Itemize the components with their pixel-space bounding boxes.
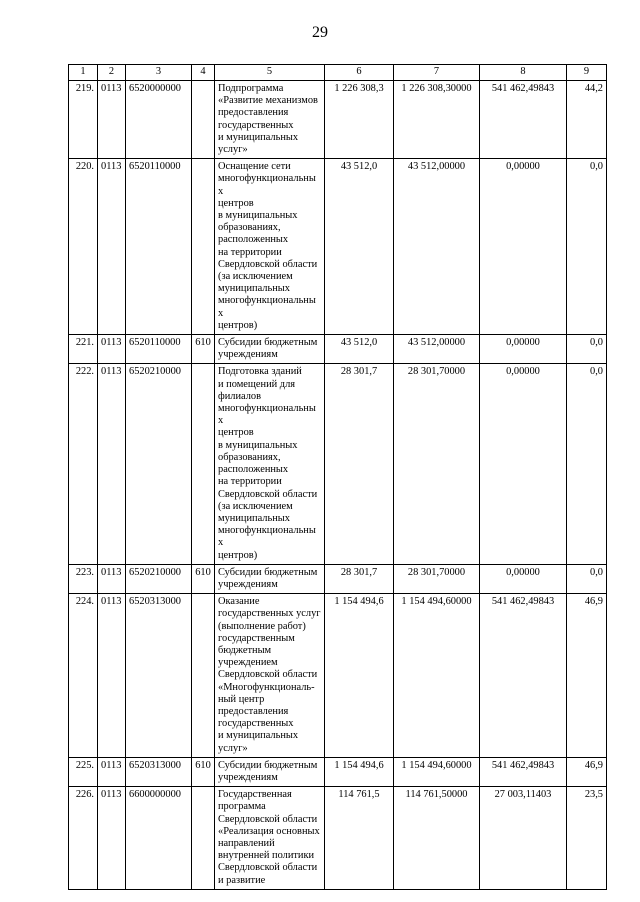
percent-value: 0,0: [567, 564, 607, 593]
amount-col7: 28 301,70000: [394, 364, 480, 564]
amount-col6: 114 761,5: [325, 787, 394, 890]
item-name: Оказание государственных услуг (выполнение работ) государственным бюджетным учреждением Свердловской области «Многофункциональ- ный центр предоставления государственных и муниципальных услуг»: [215, 594, 325, 758]
target-article-code: 6520210000: [126, 364, 192, 564]
amount-col7: 1 154 494,60000: [394, 757, 480, 786]
item-name: Субсидии бюджетным учреждениям: [215, 757, 325, 786]
column-header: 5: [215, 65, 325, 81]
amount-col7: 1 154 494,60000: [394, 594, 480, 758]
amount-col8: 0,00000: [480, 335, 567, 364]
expense-type-code: [192, 159, 215, 335]
column-header: 3: [126, 65, 192, 81]
amount-col6: 1 226 308,3: [325, 81, 394, 159]
percent-value: 0,0: [567, 159, 607, 335]
percent-value: 44,2: [567, 81, 607, 159]
amount-col8: 541 462,49843: [480, 594, 567, 758]
expense-type-code: [192, 594, 215, 758]
table-row: [69, 564, 607, 593]
expense-type-code: [192, 787, 215, 890]
target-article-code: 6520000000: [126, 81, 192, 159]
item-name: Подготовка зданий и помещений для филиалов многофункциональных центров в муниципальных образованиях, расположенных на территории Свердловской области (за исключением муниципальных многофункциональных центров): [215, 364, 325, 564]
row-number: 226.: [69, 787, 98, 890]
row-number: 223.: [69, 564, 98, 593]
table-row: [69, 81, 607, 159]
column-header: 8: [480, 65, 567, 81]
expense-type-code: 610: [192, 335, 215, 364]
column-header: 1: [69, 65, 98, 81]
table-row: [69, 159, 607, 335]
section-code: 0113: [98, 564, 126, 593]
budget-table: [68, 64, 607, 890]
table-row: [69, 335, 607, 364]
amount-col7: 1 226 308,30000: [394, 81, 480, 159]
amount-col8: 0,00000: [480, 159, 567, 335]
item-name: Государственная программа Свердловской области «Реализация основных направлений внутренней политики Свердловской области и развитие: [215, 787, 325, 890]
table-row: [69, 364, 607, 564]
expense-type-code: [192, 81, 215, 159]
target-article-code: 6520110000: [126, 335, 192, 364]
section-code: 0113: [98, 787, 126, 890]
target-article-code: 6520313000: [126, 757, 192, 786]
expense-type-code: 610: [192, 757, 215, 786]
amount-col6: 1 154 494,6: [325, 757, 394, 786]
amount-col7: 28 301,70000: [394, 564, 480, 593]
row-number: 222.: [69, 364, 98, 564]
amount-col8: 27 003,11403: [480, 787, 567, 890]
amount-col8: 0,00000: [480, 364, 567, 564]
amount-col7: 114 761,50000: [394, 787, 480, 890]
row-number: 224.: [69, 594, 98, 758]
amount-col7: 43 512,00000: [394, 335, 480, 364]
section-code: 0113: [98, 159, 126, 335]
amount-col7: 43 512,00000: [394, 159, 480, 335]
amount-col8: 0,00000: [480, 564, 567, 593]
column-header: 2: [98, 65, 126, 81]
item-name: Подпрограмма «Развитие механизмов предоставления государственных и муниципальных услуг»: [215, 81, 325, 159]
header-row: [69, 65, 607, 81]
amount-col8: 541 462,49843: [480, 81, 567, 159]
section-code: 0113: [98, 335, 126, 364]
target-article-code: 6520313000: [126, 594, 192, 758]
table-row: [69, 594, 607, 758]
amount-col6: 28 301,7: [325, 364, 394, 564]
row-number: 225.: [69, 757, 98, 786]
table-row: [69, 787, 607, 890]
column-header: 4: [192, 65, 215, 81]
column-header: 7: [394, 65, 480, 81]
percent-value: 46,9: [567, 757, 607, 786]
table-row: [69, 757, 607, 786]
amount-col8: 541 462,49843: [480, 757, 567, 786]
section-code: 0113: [98, 757, 126, 786]
percent-value: 46,9: [567, 594, 607, 758]
row-number: 220.: [69, 159, 98, 335]
section-code: 0113: [98, 594, 126, 758]
section-code: 0113: [98, 81, 126, 159]
item-name: Субсидии бюджетным учреждениям: [215, 564, 325, 593]
amount-col6: 28 301,7: [325, 564, 394, 593]
target-article-code: 6600000000: [126, 787, 192, 890]
column-header: 9: [567, 65, 607, 81]
target-article-code: 6520110000: [126, 159, 192, 335]
percent-value: 23,5: [567, 787, 607, 890]
column-header: 6: [325, 65, 394, 81]
target-article-code: 6520210000: [126, 564, 192, 593]
expense-type-code: [192, 364, 215, 564]
expense-type-code: 610: [192, 564, 215, 593]
amount-col6: 43 512,0: [325, 159, 394, 335]
page-number: 29: [312, 24, 328, 41]
item-name: Субсидии бюджетным учреждениям: [215, 335, 325, 364]
amount-col6: 1 154 494,6: [325, 594, 394, 758]
percent-value: 0,0: [567, 364, 607, 564]
amount-col6: 43 512,0: [325, 335, 394, 364]
row-number: 219.: [69, 81, 98, 159]
item-name: Оснащение сети многофункциональных центров в муниципальных образованиях, расположенных на территории Свердловской области (за исключением муниципальных многофункциональных центров): [215, 159, 325, 335]
percent-value: 0,0: [567, 335, 607, 364]
section-code: 0113: [98, 364, 126, 564]
row-number: 221.: [69, 335, 98, 364]
